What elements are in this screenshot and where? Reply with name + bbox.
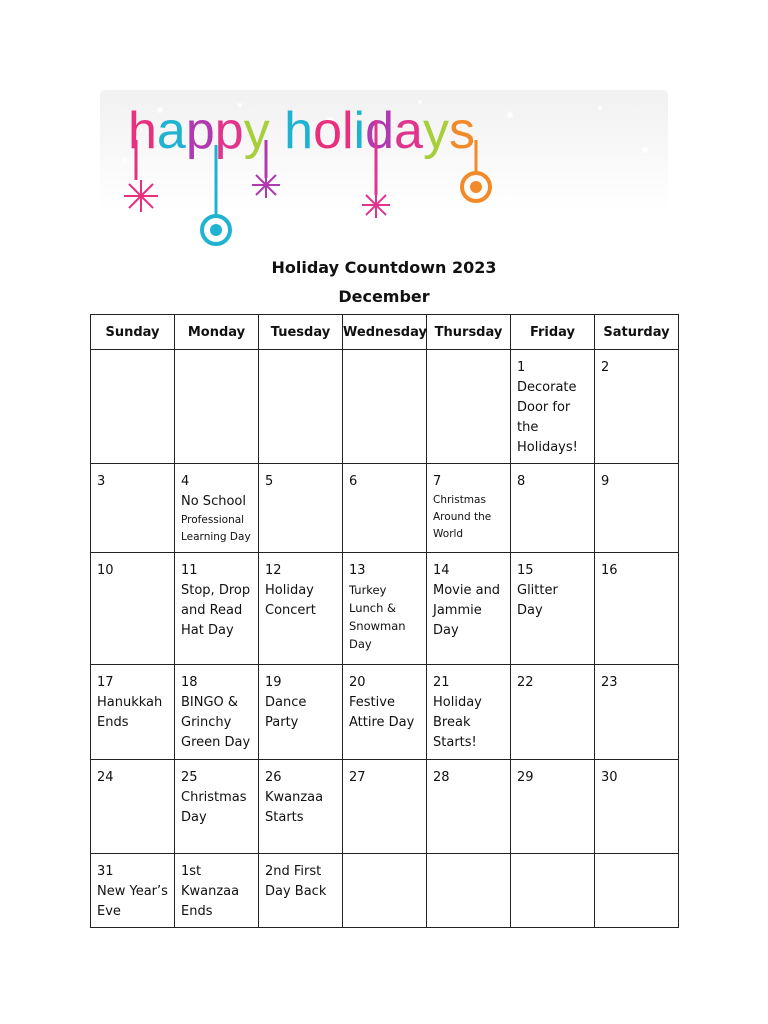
- day-event-note: Turkey Lunch & Snowman Day: [349, 583, 406, 651]
- calendar-day-cell: [595, 665, 679, 760]
- day-event-note: Professional Learning Day: [181, 514, 251, 543]
- day-event: BINGO & Grinchy Green Day: [181, 695, 251, 750]
- calendar-day-cell: [175, 854, 259, 928]
- calendar-day-cell: [91, 854, 175, 928]
- calendar-day-cell: [511, 464, 595, 553]
- calendar-week-row: [91, 553, 679, 665]
- day-number: 10: [97, 563, 114, 578]
- calendar-day-cell: [595, 464, 679, 553]
- calendar-day-cell: [427, 350, 511, 464]
- day-number: 22: [517, 675, 534, 690]
- day-number: 7: [433, 474, 442, 489]
- day-number: 31: [97, 864, 114, 879]
- calendar-day-cell: [91, 464, 175, 553]
- calendar-table: [90, 314, 679, 928]
- day-number: 25: [181, 770, 198, 785]
- calendar-day-cell: [91, 350, 175, 464]
- day-number: 1st: [181, 864, 202, 879]
- calendar-day-cell: [427, 665, 511, 760]
- day-event: Glitter Day: [517, 583, 558, 618]
- calendar-day-cell: [595, 553, 679, 665]
- calendar-day-cell: [175, 760, 259, 854]
- weekday-header: Sunday: [91, 315, 175, 350]
- calendar-day-cell: [175, 665, 259, 760]
- day-number: 12: [265, 563, 282, 578]
- calendar-week-row: [91, 665, 679, 760]
- calendar-day-cell: [427, 464, 511, 553]
- day-number: 5: [265, 474, 274, 489]
- day-number: 2nd First: [265, 864, 322, 879]
- day-event-note: Christmas Around the World: [433, 494, 492, 540]
- calendar-day-cell: [343, 350, 427, 464]
- calendar-day-cell: [175, 553, 259, 665]
- day-number: 15: [517, 563, 534, 578]
- day-number: 21: [433, 675, 450, 690]
- calendar-day-cell: [343, 854, 427, 928]
- day-event: Kwanzaa Starts: [265, 790, 324, 825]
- day-number: 11: [181, 563, 198, 578]
- calendar-day-cell: [343, 760, 427, 854]
- day-number: 17: [97, 675, 114, 690]
- day-number: 1: [517, 360, 526, 375]
- calendar-day-cell: [511, 854, 595, 928]
- calendar-day-cell: [511, 553, 595, 665]
- day-event: Christmas Day: [181, 790, 247, 825]
- weekday-header: Friday: [511, 315, 595, 350]
- page-title: Holiday Countdown 2023: [271, 258, 497, 277]
- day-number: 20: [349, 675, 366, 690]
- calendar-day-cell: [343, 464, 427, 553]
- day-number: 23: [601, 675, 618, 690]
- weekday-header: Saturday: [595, 315, 679, 350]
- day-number: 6: [349, 474, 358, 489]
- purple-snowflake-icon: [252, 172, 280, 198]
- magenta-snowflake-icon: [362, 192, 390, 218]
- calendar-day-cell: [91, 553, 175, 665]
- calendar-week-row: [91, 350, 679, 464]
- calendar-day-cell: [175, 350, 259, 464]
- banner-art: [100, 90, 668, 250]
- day-number: 13: [349, 563, 366, 578]
- weekday-header: Tuesday: [259, 315, 343, 350]
- day-event: Hanukkah Ends: [97, 695, 163, 730]
- day-event: No School: [181, 494, 246, 509]
- weekday-header-row: [91, 315, 679, 350]
- day-event: New Year’s Eve: [97, 884, 168, 919]
- day-number: 28: [433, 770, 450, 785]
- calendar-day-cell: [343, 665, 427, 760]
- calendar-day-cell: [259, 854, 343, 928]
- calendar-day-cell: [259, 760, 343, 854]
- day-number: 27: [349, 770, 366, 785]
- calendar-day-cell: [91, 760, 175, 854]
- calendar-day-cell: [91, 665, 175, 760]
- day-number: 4: [181, 474, 190, 489]
- day-event: Festive Attire Day: [349, 695, 415, 730]
- day-event: Holiday Break Starts!: [433, 695, 482, 750]
- calendar-week-row: [91, 464, 679, 553]
- calendar-day-cell: [259, 553, 343, 665]
- calendar-day-cell: [511, 665, 595, 760]
- banner-text: happy holidays: [128, 102, 475, 160]
- day-number: 30: [601, 770, 618, 785]
- calendar-day-cell: [343, 553, 427, 665]
- calendar-day-cell: [595, 350, 679, 464]
- calendar-day-cell: [175, 464, 259, 553]
- day-number: 19: [265, 675, 282, 690]
- calendar-week-row: [91, 854, 679, 928]
- day-number: 2: [601, 360, 610, 375]
- calendar-day-cell: [427, 553, 511, 665]
- calendar-day-cell: [511, 760, 595, 854]
- day-number: 26: [265, 770, 282, 785]
- calendar-day-cell: [427, 854, 511, 928]
- day-event: Movie and Jammie Day: [433, 583, 501, 638]
- day-event: Day Back: [265, 884, 327, 899]
- pink-snowflake-icon: [124, 180, 158, 212]
- day-number: 24: [97, 770, 114, 785]
- calendar-day-cell: [259, 665, 343, 760]
- calendar-day-cell: [595, 760, 679, 854]
- day-number: 8: [517, 474, 526, 489]
- day-number: 9: [601, 474, 610, 489]
- calendar-day-cell: [511, 350, 595, 464]
- calendar-week-row: [91, 760, 679, 854]
- day-number: 29: [517, 770, 534, 785]
- day-number: 14: [433, 563, 450, 578]
- day-event: Holiday Concert: [265, 583, 316, 618]
- cyan-ornament-icon: [202, 216, 230, 244]
- calendar-day-cell: [427, 760, 511, 854]
- weekday-header: Thursday: [427, 315, 511, 350]
- day-event: Decorate Door for the Holidays!: [517, 380, 578, 455]
- calendar-day-cell: [259, 350, 343, 464]
- weekday-header: Wednesday: [343, 315, 427, 350]
- happy-holidays-banner: [100, 90, 668, 250]
- month-title: December: [338, 287, 430, 306]
- day-event: Stop, Drop and Read Hat Day: [181, 583, 251, 638]
- day-event: Kwanzaa Ends: [181, 884, 240, 919]
- day-number: 16: [601, 563, 618, 578]
- day-number: 18: [181, 675, 198, 690]
- calendar-day-cell: [595, 854, 679, 928]
- weekday-header: Monday: [175, 315, 259, 350]
- calendar-day-cell: [259, 464, 343, 553]
- day-event: Dance Party: [265, 695, 307, 730]
- day-number: 3: [97, 474, 106, 489]
